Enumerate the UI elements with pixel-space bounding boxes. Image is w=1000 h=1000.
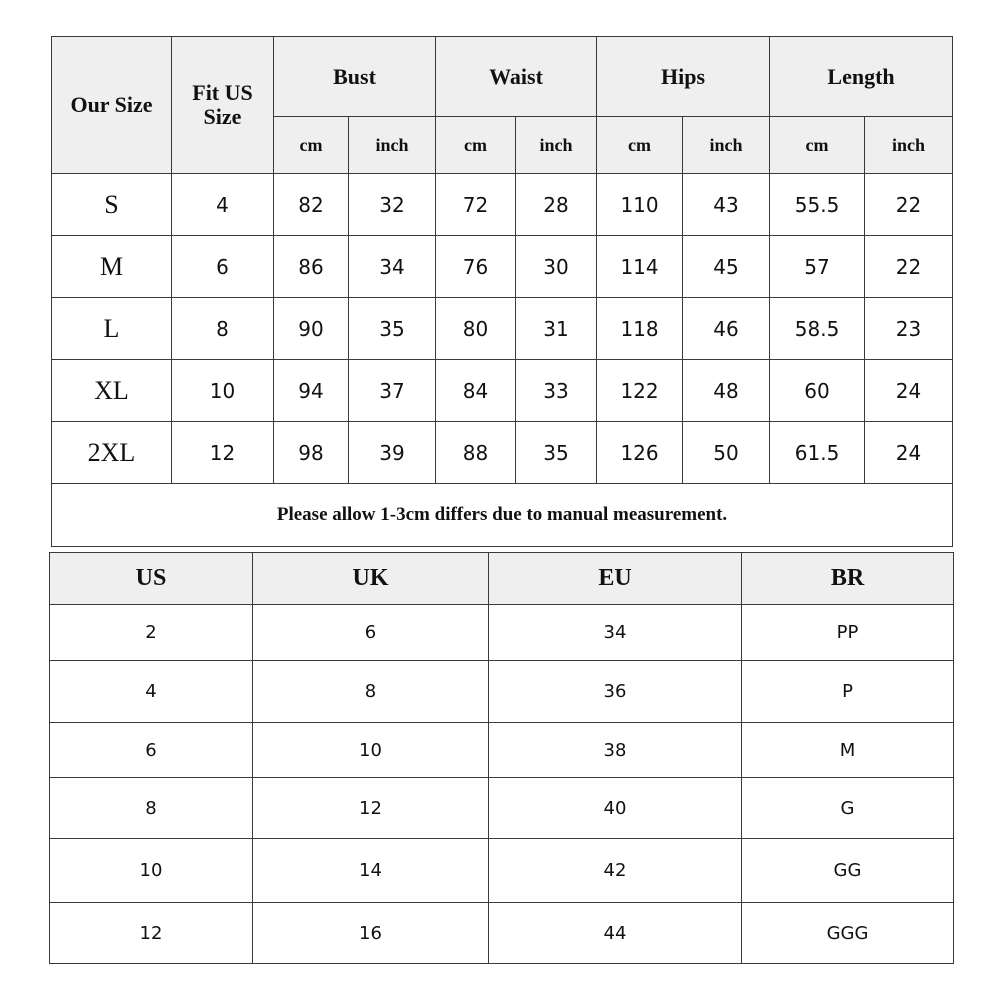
header-hips-inch: inch <box>683 117 770 174</box>
header-length: Length <box>770 37 953 117</box>
br-size-value: M <box>742 723 954 778</box>
length-cm-value: 61.5 <box>770 422 865 484</box>
header-bust-inch: inch <box>349 117 436 174</box>
br-size-value: GG <box>742 839 954 903</box>
waist-cm-value: 76 <box>436 236 516 298</box>
size-label: 2XL <box>52 422 172 484</box>
size-label: M <box>52 236 172 298</box>
fit-us-value: 6 <box>172 236 274 298</box>
us-size-value: 12 <box>50 903 253 964</box>
size-conversion-table <box>49 552 954 964</box>
header-us: US <box>50 553 253 605</box>
uk-size-value: 8 <box>253 661 489 723</box>
eu-size-value: 42 <box>489 839 742 903</box>
fit-us-value: 4 <box>172 174 274 236</box>
bust-inch-value: 32 <box>349 174 436 236</box>
bust-cm-value: 90 <box>274 298 349 360</box>
waist-inch-value: 35 <box>516 422 597 484</box>
br-size-value: PP <box>742 605 954 661</box>
length-cm-value: 58.5 <box>770 298 865 360</box>
size-chart-table <box>51 36 953 547</box>
size-label: L <box>52 298 172 360</box>
us-size-value: 2 <box>50 605 253 661</box>
length-cm-value: 55.5 <box>770 174 865 236</box>
waist-cm-value: 80 <box>436 298 516 360</box>
length-inch-value: 24 <box>865 422 953 484</box>
bust-inch-value: 37 <box>349 360 436 422</box>
length-cm-value: 57 <box>770 236 865 298</box>
header-bust-cm: cm <box>274 117 349 174</box>
hips-cm-value: 122 <box>597 360 683 422</box>
uk-size-value: 6 <box>253 605 489 661</box>
hips-cm-value: 126 <box>597 422 683 484</box>
table-row <box>50 903 954 964</box>
hips-cm-value: 110 <box>597 174 683 236</box>
eu-size-value: 44 <box>489 903 742 964</box>
header-uk: UK <box>253 553 489 605</box>
waist-inch-value: 31 <box>516 298 597 360</box>
table-row <box>52 422 953 484</box>
bust-cm-value: 86 <box>274 236 349 298</box>
size-label: S <box>52 174 172 236</box>
uk-size-value: 12 <box>253 778 489 839</box>
eu-size-value: 40 <box>489 778 742 839</box>
table-row <box>50 723 954 778</box>
header-length-cm: cm <box>770 117 865 174</box>
header-waist: Waist <box>436 37 597 117</box>
us-size-value: 6 <box>50 723 253 778</box>
fit-us-value: 8 <box>172 298 274 360</box>
bust-inch-value: 34 <box>349 236 436 298</box>
hips-inch-value: 48 <box>683 360 770 422</box>
bust-cm-value: 82 <box>274 174 349 236</box>
hips-inch-value: 43 <box>683 174 770 236</box>
header-eu: EU <box>489 553 742 605</box>
waist-cm-value: 72 <box>436 174 516 236</box>
us-size-value: 8 <box>50 778 253 839</box>
bust-cm-value: 94 <box>274 360 349 422</box>
header-hips: Hips <box>597 37 770 117</box>
header-our-size: Our Size <box>52 37 172 174</box>
table-row <box>50 661 954 723</box>
table-row <box>50 778 954 839</box>
length-inch-value: 22 <box>865 174 953 236</box>
hips-cm-value: 118 <box>597 298 683 360</box>
header-br: BR <box>742 553 954 605</box>
table-row <box>52 236 953 298</box>
bust-inch-value: 35 <box>349 298 436 360</box>
uk-size-value: 10 <box>253 723 489 778</box>
uk-size-value: 14 <box>253 839 489 903</box>
table-row <box>50 839 954 903</box>
us-size-value: 10 <box>50 839 253 903</box>
header-hips-cm: cm <box>597 117 683 174</box>
table-row <box>52 298 953 360</box>
length-inch-value: 23 <box>865 298 953 360</box>
eu-size-value: 36 <box>489 661 742 723</box>
measurement-note: Please allow 1-3cm differs due to manual measurement. <box>52 484 953 547</box>
table-row <box>50 605 954 661</box>
header-length-inch: inch <box>865 117 953 174</box>
size-label: XL <box>52 360 172 422</box>
fit-us-value: 12 <box>172 422 274 484</box>
uk-size-value: 16 <box>253 903 489 964</box>
hips-cm-value: 114 <box>597 236 683 298</box>
br-size-value: P <box>742 661 954 723</box>
header-fit-us-size: Fit US Size <box>172 37 274 174</box>
us-size-value: 4 <box>50 661 253 723</box>
hips-inch-value: 46 <box>683 298 770 360</box>
waist-cm-value: 84 <box>436 360 516 422</box>
table-row <box>52 174 953 236</box>
header-bust: Bust <box>274 37 436 117</box>
eu-size-value: 34 <box>489 605 742 661</box>
bust-inch-value: 39 <box>349 422 436 484</box>
fit-us-value: 10 <box>172 360 274 422</box>
length-inch-value: 24 <box>865 360 953 422</box>
length-inch-value: 22 <box>865 236 953 298</box>
br-size-value: GGG <box>742 903 954 964</box>
hips-inch-value: 45 <box>683 236 770 298</box>
br-size-value: G <box>742 778 954 839</box>
waist-inch-value: 30 <box>516 236 597 298</box>
waist-inch-value: 33 <box>516 360 597 422</box>
eu-size-value: 38 <box>489 723 742 778</box>
waist-cm-value: 88 <box>436 422 516 484</box>
header-waist-inch: inch <box>516 117 597 174</box>
length-cm-value: 60 <box>770 360 865 422</box>
hips-inch-value: 50 <box>683 422 770 484</box>
header-waist-cm: cm <box>436 117 516 174</box>
waist-inch-value: 28 <box>516 174 597 236</box>
bust-cm-value: 98 <box>274 422 349 484</box>
table-row <box>52 360 953 422</box>
